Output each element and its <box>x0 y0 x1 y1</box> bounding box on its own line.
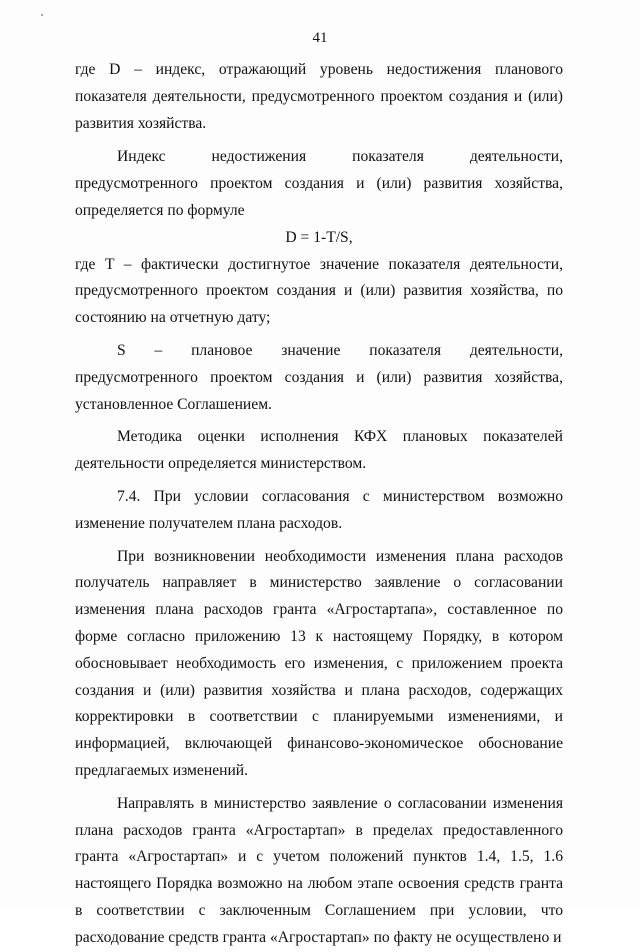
document-body <box>75 57 563 952</box>
page-number: 41 <box>312 30 328 46</box>
paragraph-definition-d: где D – индекс, отражающий уровень недостижения планового показателя деятельности, предусмотренного проектом создания и (или) развития хозяйства. <box>75 61 563 132</box>
paragraph-index-formula-intro: Индекс недостижения показателя деятельности, предусмотренного проектом создания и (или) развития хозяйства, определяется по формуле <box>75 148 563 219</box>
paragraph-definition-t: где T – фактически достигнутое значение показателя деятельности, предусмотренного проектом создания и (или) развития хозяйства, по состоянию на отчетную дату; <box>75 255 563 327</box>
paragraph-application-timing: Направлять в министерство заявление о согласовании изменения плана расходов гранта «Агростартап» в пределах предоставленного гранта «Агростартап» и с учетом положений пунктов 1.4, 1.5, 1.6 настоящего Порядка возможно на любом этапе освоения средств гранта в соответствии с заключенным Соглашением при условии, что расходование средств гранта «Агростартап» по факту не осуществлено и <box>75 794 563 946</box>
paragraph-change-procedure: При возникновении необходимости изменения плана расходов получатель направляет в министерство заявление о согласовании изменения плана расходов гранта «Агростартапа», составленное по форме согласно приложению 13 к настоящему Порядку, в котором обосновывает необходимость его изменения, с приложением проекта создания и (или) развития хозяйства и плана расходов, содержащих корректировки в соответствии с планируемыми изменениями, и информацией, включающей финансово-экономическое обоснование предлагаемых изменений. <box>75 547 563 779</box>
scan-speck <box>41 14 43 16</box>
paragraph-methodology: Методика оценки исполнения КФХ плановых показателей деятельности определяется министерством. <box>75 428 563 473</box>
paragraph-section-7-4: 7.4. При условии согласования с министерством возможно изменение получателем плана расходов. <box>75 487 563 532</box>
paragraph-definition-s: S – плановое значение показателя деятельности, предусмотренного проектом создания и (или) развития хозяйства, установленное Соглашением. <box>75 341 563 413</box>
formula: D = 1-T/S, <box>285 228 353 246</box>
